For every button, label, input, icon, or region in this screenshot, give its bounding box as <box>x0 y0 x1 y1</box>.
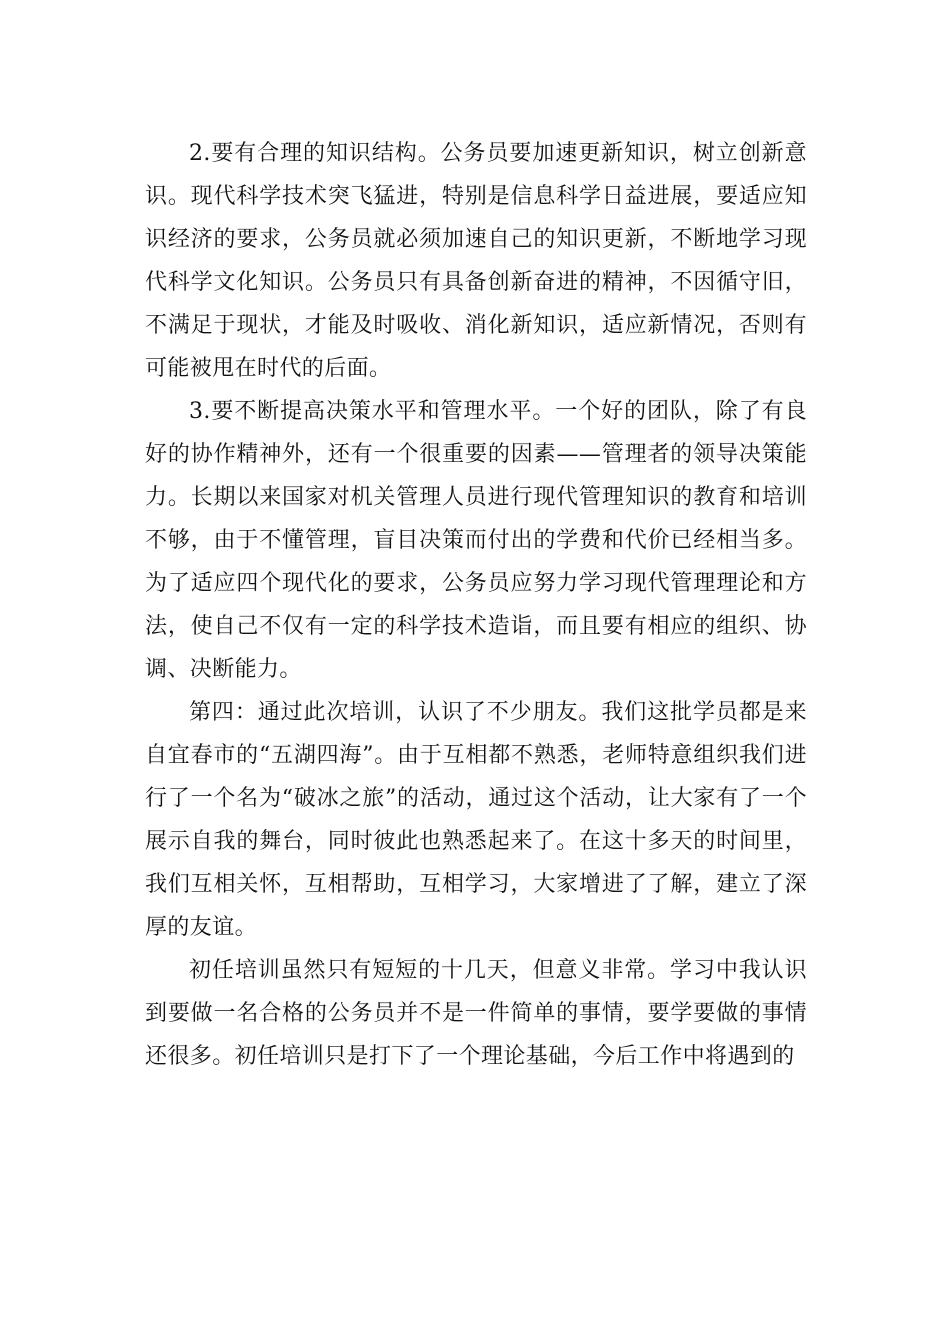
paragraph-knowledge-structure: 2.要有合理的知识结构。公务员要加速更新知识，树立创新意识。现代科学技术突飞猛进，特别是信息科学日益进展，要适应知识经济的要求，公务员就必须加速自己的知识更新，不断地学习现代科学文化知识。公务员只有具备创新奋进的精神，不因循守旧，不满足于现状，才能及时吸收、消化新知识，适应新情况，否则有可能被甩在时代的后面。 <box>145 141 807 381</box>
paragraph-training-summary: 初任培训虽然只有短短的十几天，但意义非常。学习中我认识到要做一名合格的公务员并不是一件简单的事情，要学要做的事情还很多。初任培训只是打下了一个理论基础，今后工作中将遇到的 <box>145 958 807 1069</box>
paragraph-decision-management: 3.要不断提高决策水平和管理水平。一个好的团队，除了有良好的协作精神外，还有一个很重要的因素——管理者的领导决策能力。长期以来国家对机关管理人员进行现代管理知识的教育和培训不够，由于不懂管理，盲目决策而付出的学费和代价已经相当多。为了适应四个现代化的要求，公务员应努力学习现代管理理论和方法，使自己不仅有一定的科学技术造诣，而且要有相应的组织、协调、决断能力。 <box>145 399 807 682</box>
document-page <box>145 132 807 1078</box>
paragraph-friends: 第四：通过此次培训，认识了不少朋友。我们这批学员都是来自宜春市的“五湖四海”。由于互相都不熟悉，老师特意组织我们进行了一个名为“破冰之旅”的活动，通过这个活动，让大家有了一个展示自我的舞台，同时彼此也熟悉起来了。在这十多天的时间里，我们互相关怀，互相帮助，互相学习，大家增进了了解，建立了深厚的友谊。 <box>145 700 807 940</box>
